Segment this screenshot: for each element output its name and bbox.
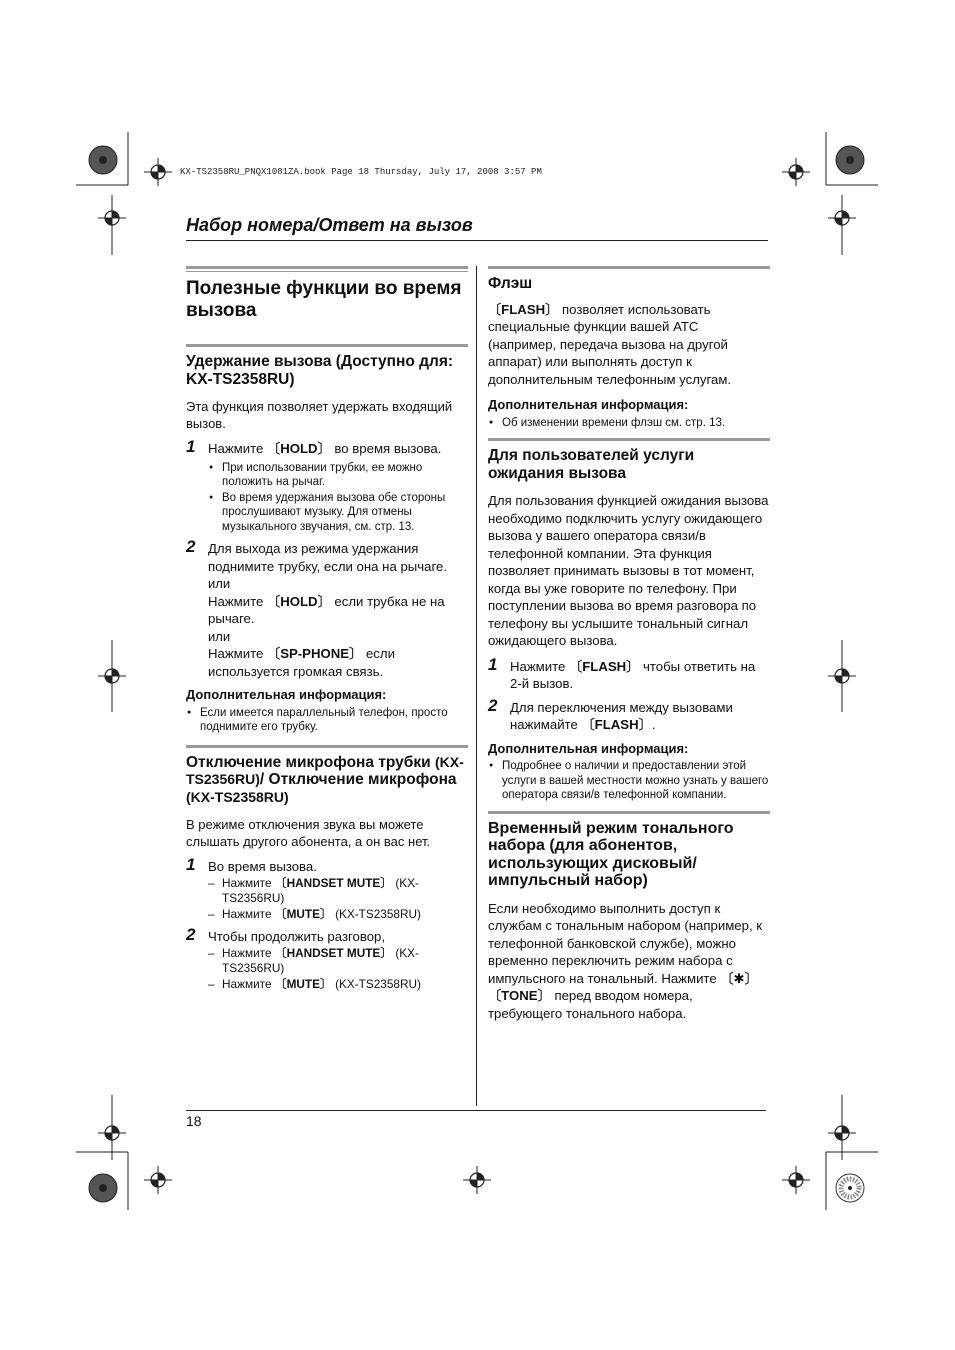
hold-info-notes (186, 706, 468, 735)
hold-step-2: 2 Для выхода из режима удержания поднимите трубку, если она на рычаге. или Нажмите 〔HOLD〕 если трубка не на рычаге. или Нажмите 〔SP-PHONE〕 если используется громкая связь. (186, 537, 447, 679)
mute-key: 〔MUTE〕 (274, 906, 332, 921)
flash-key: 〔FLASH〕 (488, 301, 559, 317)
waiting-step-2: 2 Для переключения между вызовами нажимайте 〔FLASH〕. (488, 695, 733, 732)
section-bar (488, 266, 770, 269)
right-column: Флэш 〔FLASH〕 позволяет использовать специальные функции вашей АТС (например, передача вызова на другой аппарат) или выполнять доступ к дополнительным телефонным услугам. Дополнительная информация: ● Об изменении времени флэш см. стр. 13. Для пользователей услуги ожидания вызова Для пользования функцией ожидания вызова необходимо подключить услугу ожидающего вызова у вашего оператора связи/в телефонной компании. Эта функция позволяет принимать вызовы в тот момент, когда вы уже говорите по телефону. При поступлении вызова во время разговора по телефону вы услышите тональный сигнал ожидающего вызова. 1 Нажмите 〔FLASH〕 чтобы ответить на 2-й вызов. 2 Для переключения между вызовами нажимайте 〔FLASH〕. Дополнительная информация: ● Подробнее о наличии и предоставлении этой услуги в вашей местности можно узнать у вашего оператора связи/в телефонной компании. Временный режим тонального набора (для абонентов, использующих дисковый/ импульсный набор) Если необходимо выполнить доступ к службам с тональным набором (например, к телефонной банковской службе), можно временно переключить режим набора с импульсного на тональный. Нажмите 〔✱〕 〔TONE〕 перед вводом номера, требующего тонального набора. (488, 266, 770, 1030)
hold-key: 〔HOLD〕 (267, 593, 331, 609)
page-number: 18 (186, 1113, 202, 1129)
list-item: – Нажмите 〔HANDSET MUTE〕 (KX-TS2356RU) (208, 875, 419, 905)
mute-step-1: 1 Во время вызова. – Нажмите 〔HANDSET MUTE〕 (KX-TS2356RU) – Нажмите 〔MUTE〕 (KX-TS2358RU) (186, 858, 468, 922)
list-item: – Нажмите 〔MUTE〕 (KX-TS2358RU) (208, 976, 421, 991)
tone-heading: Временный режим тонального набора (для абонентов, использующих дисковый/ импульсный набор) (488, 819, 734, 889)
list-item: ● Подробнее о наличии и предоставлении этой услуги в вашей местности можно узнать у вашего оператора связи/в телефонной компании. (488, 759, 770, 803)
list-item: ● Об изменении времени флэш см. стр. 13. (488, 416, 770, 431)
hold-key: 〔HOLD〕 (267, 441, 331, 456)
column-divider (476, 266, 477, 1106)
crosshair-mark (463, 1166, 491, 1194)
flash-key: 〔FLASH〕 (569, 658, 640, 674)
footer-divider (186, 1110, 766, 1111)
info-title: Дополнительная информация: (488, 397, 689, 412)
list-item: – Нажмите 〔HANDSET MUTE〕 (KX-TS2356RU) (208, 945, 419, 975)
page-heading: Полезные функции во время вызова (186, 278, 462, 321)
flash-key: 〔FLASH〕 (581, 717, 652, 732)
handset-mute-key: 〔HANDSET MUTE〕 (274, 875, 393, 890)
crosshair-mark (144, 1166, 172, 1194)
section-bar (488, 811, 770, 814)
title-bar (186, 266, 468, 272)
tone-key: 〔TONE〕 (488, 988, 551, 1003)
rosette-mark (836, 1174, 864, 1202)
rosette-mark (89, 1174, 117, 1202)
step-number: 1 (488, 654, 498, 674)
mute-intro: В режиме отключения звука вы можете слышать другого абонента, а он вас нет. (186, 817, 431, 849)
waiting-heading: Для пользователей услуги ожидания вызова (488, 447, 695, 482)
flash-info-notes (488, 416, 770, 431)
crosshair-mark (782, 1166, 810, 1194)
step-number: 2 (186, 537, 196, 556)
waiting-intro: Для пользования функцией ожидания вызова необходимо подключить услугу ожидающего вызова у вашего оператора связи/в телефонной компании. Эта функция позволяет принимать вызовы в тот момент, когда вы уже говорите по телефону. При поступлении вызова во время разговора по телефону вы услышите тональный сигнал ожидающего вызова. (488, 493, 769, 648)
rosette-mark (89, 146, 117, 174)
crosshair-mark (144, 158, 172, 186)
mute-key: 〔MUTE〕 (274, 976, 332, 991)
crosshair-mark (782, 158, 810, 186)
list-item: ● Если имеется параллельный телефон, просто поднимите его трубку. (186, 706, 468, 735)
step-number: 2 (186, 925, 196, 944)
info-title: Дополнительная информация: (488, 740, 689, 756)
section-bar (488, 438, 770, 441)
flash-heading: Флэш (488, 275, 533, 292)
waiting-info-notes (488, 759, 770, 803)
list-item: ● Во время удержания вызова обе стороны прослушивают музыку. Для отмены музыкального звучания, см. стр. 13. (208, 491, 468, 535)
section-bar (186, 344, 468, 347)
divider (186, 240, 768, 241)
mute-heading: Отключение микрофона трубки (KX-TS2356RU)/ Отключение микрофона (KX-TS2358RU) (186, 753, 464, 805)
step-number: 2 (488, 695, 498, 715)
handset-mute-key: 〔HANDSET MUTE〕 (274, 945, 393, 960)
hold-step1-notes (208, 461, 468, 535)
mute-step-2: 2 Чтобы продолжить разговор, – Нажмите 〔HANDSET MUTE〕 (KX-TS2356RU) – Нажмите 〔MUTE〕 (KX-TS2358RU) (186, 928, 468, 992)
info-title: Дополнительная информация: (186, 687, 387, 702)
step-number: 1 (186, 855, 196, 874)
tone-text: Если необходимо выполнить доступ к службам с тональным набором (например, к телефонной банковской службе), можно временно переключить режим набора с импульсного на тональный. Нажмите 〔✱〕 〔TONE〕 перед вводом номера, требующего тонального набора. (488, 900, 763, 1021)
waiting-step-1: 1 Нажмите 〔FLASH〕 чтобы ответить на 2-й вызов. (488, 654, 756, 691)
list-item: ● При использовании трубки, ее можно положить на рычаг. (208, 461, 468, 490)
star-key: 〔✱〕 (720, 970, 758, 986)
print-header: KX-TS2358RU_PNQX1081ZA.book Page 18 Thursday, July 17, 2008 3:57 PM (180, 167, 542, 177)
hold-step-1: 1 Нажмите 〔HOLD〕 во время вызова. ● При использовании трубки, ее можно положить на рычаг. ● Во время удержания вызова обе стороны прослушивают музыку. Для отмены музыкального звучания, см. стр. 13. (186, 440, 468, 534)
section-bar (186, 745, 468, 748)
section-title: Набор номера/Ответ на вызов (186, 215, 473, 235)
step-number: 1 (186, 437, 196, 456)
left-column (186, 266, 468, 998)
sp-phone-key: 〔SP-PHONE〕 (267, 646, 363, 661)
hold-intro: Эта функция позволяет удержать входящий вызов. (186, 399, 453, 431)
hold-heading: Удержание вызова (Доступно для: KX-TS2358RU) (186, 353, 454, 388)
rosette-mark (836, 146, 864, 174)
list-item: – Нажмите 〔MUTE〕 (KX-TS2358RU) (208, 906, 421, 921)
